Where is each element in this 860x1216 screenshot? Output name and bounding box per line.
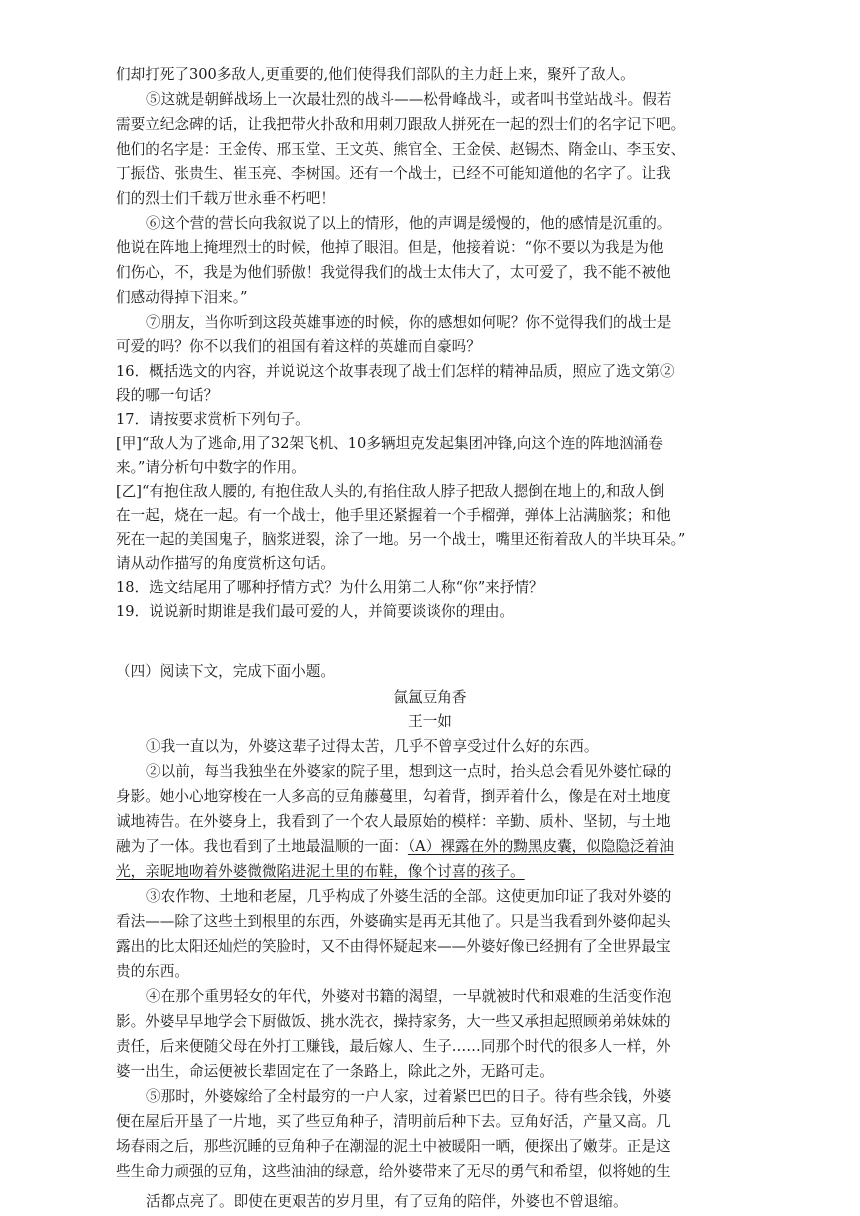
article-line: 贵的东西。 [116, 963, 189, 980]
question-17: 17．请按要求赏析下列句子。 [116, 411, 310, 428]
article-line: 影。外婆早早地学会下厨做饭、挑水洗衣，操持家务，大一些又承担起照顾弟弟妹妹的 [116, 1013, 671, 1030]
article-line: 露出的比太阳还灿烂的笑脸时，又不由得怀疑起来——外婆好像已经拥有了全世界最宝 [116, 938, 671, 955]
passage-line: 们却打死了300多敌人,更重要的,他们使得我们部队的主力赶上来，聚歼了敌人。 [116, 66, 635, 83]
article-line: 诚地祷告。在外婆身上，我看到了一个农人最原始的模样：辛勤、质朴、坚韧，与土地 [116, 813, 671, 830]
article-line-text: 融为了一体。我也看到了土地最温顺的一面： [116, 838, 408, 855]
section-instruction: （四）阅读下文，完成下面小题。 [116, 663, 335, 680]
article-paragraph-5: ⑤那时，外婆嫁给了全村最穷的一户人家，过着紧巴巴的日子。待有些余钱，外婆 [146, 1088, 672, 1105]
passage-line: 可爱的吗？你不以我们的祖国有着这样的英雄而自豪吗？ [116, 338, 481, 355]
article-line: 婆一出生，命运便被长辈固定在了一条路上，除此之外，无路可走。 [116, 1063, 554, 1080]
article-line: 便在屋后开垦了一片地，买了些豆角种子，清明前后种下去。豆角好活，产量又高。几 [116, 1113, 671, 1130]
question-16-cont: 段的哪一句话？ [116, 387, 219, 404]
article-line: 身影。她小心地穿梭在一人多高的豆角藤蔓里，勾着背，捯弄着什么，像是在对土地度 [116, 788, 671, 805]
article-line [116, 837, 674, 857]
passage-paragraph-6: ⑥这个营的营长向我叙说了以上的情形，他的声调是缓慢的，他的感情是沉重的。 [146, 215, 672, 232]
passage-paragraph-7: ⑦朋友，当你听到这段英雄事迹的时候，你的感想如何呢？你不觉得我们的战士是 [146, 314, 672, 331]
passage-line: 他说在阵地上掩埋烈士的时候，他掉了眼泪。但是，他接着说：“你不要以为我是为他 [116, 239, 664, 256]
passage-line: 们感动得掉下泪来。” [116, 289, 248, 306]
passage-line: 们伤心，不，我是为他们骄傲！我觉得我们的战士太伟大了，太可爱了，我不能不被他 [116, 264, 671, 281]
question-17-b: [乙]“有抱住敌人腰的, 有抱住敌人头的,有掐住敌人脖子把敌人摁倒在地上的,和敌人倒 [116, 483, 665, 500]
question-17-a: [甲]“敌人为了逃命,用了32架飞机、10多辆坦克发起集团冲锋,向这个连的阵地汹涌卷 [116, 435, 663, 452]
passage-paragraph-5: ⑤这就是朝鲜战场上一次最壮烈的战斗——松骨峰战斗，或者叫书堂站战斗。假若 [146, 91, 672, 108]
article-line: 些生命力顽强的豆角，这些油油的绿意，给外婆带来了无尽的勇气和希望，似将她的生 [116, 1163, 671, 1180]
passage-line: 需要立纪念碑的话，让我把带火扑敌和用刺刀跟敌人拼死在一起的烈士们的名字记下吧。 [116, 116, 686, 133]
article-line: 责任，后来便随父母在外打工赚钱，最后嫁人、生子……同那个时代的很多人一样，外 [116, 1038, 671, 1055]
article-paragraph-3: ③农作物、土地和老屋，几乎构成了外婆生活的全部。这使更加印证了我对外婆的 [146, 888, 672, 905]
question-17-a-cont: 来。”请分析句中数字的作用。 [116, 459, 306, 476]
martyr-names-line: 丁振岱、张贵生、崔玉亮、李树国。还有一个战士，已经不可能知道他的名字了。让我 [116, 165, 671, 182]
article-line: 活都点亮了。即使在更艰苦的岁月里，有了豆角的陪伴，外婆也不曾退缩。 [146, 1193, 628, 1210]
question-17-b-cont: 死在一起的美国鬼子，脑浆迸裂，涂了一地。另一个战士，嘴里还衔着敌人的半块耳朵。” [116, 531, 686, 548]
question-17-b-cont: 在一起，烧在一起。有一个战士，他手里还紧握着一个手榴弹，弹体上沾满脑浆；和他 [116, 507, 671, 524]
question-19: 19．说说新时期谁是我们最可爱的人，并简要谈谈你的理由。 [116, 603, 515, 620]
underlined-sentence-a-cont: 光，亲昵地吻着外婆微微陷进泥土里的布鞋，像个讨喜的孩子。 [116, 863, 525, 880]
article-line: 看法——除了这些土到根里的东西，外婆确实是再无其他了。只是当我看到外婆仰起头 [116, 913, 671, 930]
article-paragraph-2: ②以前，每当我独坐在外婆家的院子里，想到这一点时，抬头总会看见外婆忙碌的 [146, 763, 672, 780]
martyr-names-line: 他们的名字是：王金传、邢玉堂、王文英、熊官全、王金侯、赵锡杰、隋金山、李玉安、 [116, 141, 686, 158]
underlined-sentence-a: （A）裸露在外的黝黑皮囊，似隐隐泛着油 [407, 838, 674, 855]
passage-line: 们的烈士们千载万世永垂不朽吧！ [116, 190, 335, 207]
article-author: 王一如 [408, 713, 452, 730]
article-line: 场春雨之后，那些沉睡的豆角种子在潮湿的泥土中被暖阳一晒，便探出了嫩芽。正是这 [116, 1138, 671, 1155]
question-16: 16．概括选文的内容，并说说这个故事表现了战士们怎样的精神品质，照应了选文第② [116, 363, 675, 380]
article-paragraph-1: ①我一直以为，外婆这辈子过得太苦，几乎不曾享受过什么好的东西。 [146, 738, 599, 755]
question-18: 18．选文结尾用了哪种抒情方式？为什么用第二人称“你”来抒情？ [116, 579, 544, 596]
article-title: 氤氲豆角香 [393, 689, 467, 706]
article-paragraph-4: ④在那个重男轻女的年代，外婆对书籍的渴望，一早就被时代和艰难的生活变作泡 [146, 988, 672, 1005]
question-17-b-cont: 请从动作描写的角度赏析这句话。 [116, 555, 335, 572]
